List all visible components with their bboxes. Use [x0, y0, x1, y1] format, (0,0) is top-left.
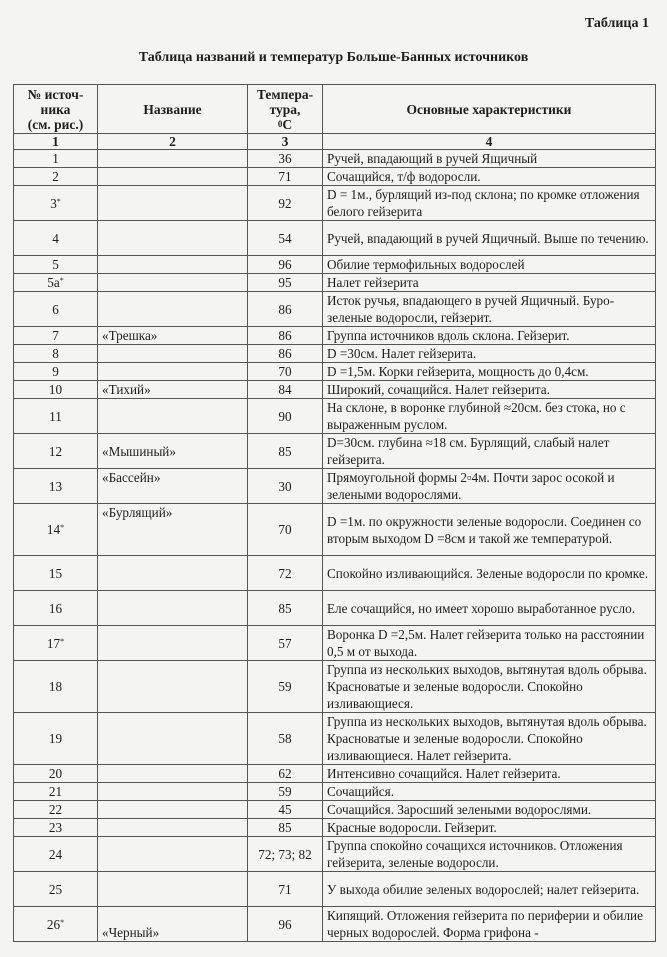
table-row	[14, 504, 656, 556]
source-number-cell	[14, 783, 98, 801]
header-temp-unit: С	[282, 116, 293, 132]
source-number: 12	[48, 443, 63, 459]
source-number-cell	[14, 801, 98, 819]
source-name: «Трешка»	[98, 327, 248, 345]
source-number: 17	[46, 635, 61, 651]
source-number-cell	[14, 556, 98, 591]
source-name	[98, 713, 248, 765]
source-number: 5а	[47, 275, 60, 290]
source-number: 6	[52, 301, 59, 317]
source-number-cell	[14, 819, 98, 837]
description: Интенсивно сочащийся. Налет гейзерита.	[323, 765, 656, 783]
description: Налет гейзерита	[323, 274, 656, 292]
description: Ручей, впадающий в ручей Ящичный. Выше по течению.	[323, 221, 656, 256]
temperature: 90	[248, 399, 323, 434]
temperature: 71	[248, 872, 323, 907]
source-number-cell	[14, 713, 98, 765]
source-name	[98, 186, 248, 221]
table-row	[14, 907, 656, 942]
degree-mark: 0	[277, 118, 283, 129]
asterisk-mark: *	[60, 636, 65, 646]
table-row	[14, 327, 656, 345]
source-number: 10	[48, 382, 63, 397]
source-name	[98, 626, 248, 661]
source-number-cell	[14, 345, 98, 363]
table-row	[14, 819, 656, 837]
temperature: 57	[248, 626, 323, 661]
temperature: 84	[248, 381, 323, 399]
description: Широкий, сочащийся. Налет гейзерита.	[323, 381, 656, 399]
source-number: 19	[48, 731, 63, 746]
description: Сочащийся.	[323, 783, 656, 801]
source-number: 23	[48, 820, 63, 835]
source-name: «Бассейн»	[98, 469, 248, 504]
header-temp-line2: тура,	[269, 101, 301, 117]
source-number-cell	[14, 363, 98, 381]
description: Прямоугольной формы 2▫4м. Почти зарос осокой и зелеными водорослями.	[323, 469, 656, 504]
table-row	[14, 837, 656, 872]
temperature: 30	[248, 469, 323, 504]
source-number: 26	[46, 916, 61, 932]
source-name	[98, 783, 248, 801]
source-number-cell	[14, 626, 98, 661]
temperature: 92	[248, 186, 323, 221]
source-number-cell	[14, 168, 98, 186]
source-number: 24	[48, 846, 63, 862]
column-number: 1	[14, 134, 98, 150]
source-name: «Тихий»	[98, 381, 248, 399]
asterisk-mark: *	[60, 917, 65, 927]
table-row	[14, 363, 656, 381]
source-number-cell	[14, 469, 98, 504]
source-number: 13	[48, 478, 63, 494]
source-name	[98, 399, 248, 434]
header-number-line2: ника	[40, 101, 71, 117]
temperature: 85	[248, 819, 323, 837]
header-number-line1: № источ-	[27, 86, 84, 102]
description: D=30см. глубина ≈18 см. Бурлящий, слабый налет гейзерита.	[323, 434, 656, 469]
source-name	[98, 256, 248, 274]
header-source-number	[14, 85, 98, 134]
table-row	[14, 399, 656, 434]
column-number: 4	[323, 134, 656, 150]
table-row	[14, 150, 656, 168]
source-number-cell	[14, 399, 98, 434]
table-label: Таблица 1	[584, 16, 649, 31]
temperature: 85	[248, 591, 323, 626]
description: Еле сочащийся, но имеет хорошо выработанное русло.	[323, 591, 656, 626]
description: Группа из нескольких выходов, вытянутая вдоль обрыва. Красноватые и зеленые водоросли. Спокойно изливающиеся. Налет гейзерита.	[323, 713, 656, 765]
source-number-cell	[14, 434, 98, 469]
description: Группа из нескольких выходов, вытянутая вдоль обрыва. Красноватые и зеленые водоросли. Спокойно изливающиеся.	[323, 661, 656, 713]
source-name	[98, 661, 248, 713]
description: Ручей, впадающий в ручей Ящичный	[323, 150, 656, 168]
temperature: 36	[248, 150, 323, 168]
source-name	[98, 837, 248, 872]
description: D =30см. Налет гейзерита.	[323, 345, 656, 363]
temperature: 86	[248, 327, 323, 345]
source-number: 3	[50, 195, 57, 211]
table-row	[14, 783, 656, 801]
source-number-cell	[14, 327, 98, 345]
source-name	[98, 801, 248, 819]
temperature: 70	[248, 363, 323, 381]
source-number: 9	[52, 364, 59, 379]
source-number-cell	[14, 872, 98, 907]
temperature: 71	[248, 168, 323, 186]
source-number-cell	[14, 661, 98, 713]
temperature: 96	[248, 256, 323, 274]
source-number: 18	[48, 679, 63, 694]
temperature: 72	[248, 556, 323, 591]
description: D =1м. по окружности зеленые водоросли. Соединен со вторым выходом D =8см и такой же температурой.	[323, 504, 656, 556]
table-row	[14, 274, 656, 292]
table-row	[14, 661, 656, 713]
springs-table	[13, 84, 656, 942]
description: Группа спокойно сочащихся источников. Отложения гейзерита, зеленые водоросли.	[323, 837, 656, 872]
header-row	[14, 85, 656, 134]
source-number-cell	[14, 256, 98, 274]
table-row	[14, 626, 656, 661]
table-row	[14, 168, 656, 186]
column-number: 2	[98, 134, 248, 150]
description: Сочащийся. Заросший зелеными водорослями.	[323, 801, 656, 819]
temperature: 96	[248, 907, 323, 942]
description: D = 1м., бурлящий из-под склона; по кромке отложения белого гейзерита	[323, 186, 656, 221]
description: На склоне, в воронке глубиной ≈20см. без стока, но с выраженным руслом.	[323, 399, 656, 434]
temperature: 54	[248, 221, 323, 256]
header-temperature	[248, 85, 323, 134]
source-number: 21	[48, 784, 63, 799]
description: У выхода обилие зеленых водорослей; налет гейзерита.	[323, 872, 656, 907]
description: Группа источников вдоль склона. Гейзерит.	[323, 327, 656, 345]
source-number-cell	[14, 907, 98, 942]
source-number: 11	[49, 408, 62, 424]
temperature: 62	[248, 765, 323, 783]
source-number: 20	[48, 766, 63, 781]
column-number-row	[14, 134, 656, 150]
table-row	[14, 381, 656, 399]
source-number-cell	[14, 504, 98, 556]
source-name	[98, 168, 248, 186]
source-number: 4	[52, 230, 59, 246]
source-name	[98, 292, 248, 327]
temperature: 86	[248, 345, 323, 363]
description: Исток ручья, впадающего в ручей Ящичный. Буро-зеленые водоросли, гейзерит.	[323, 292, 656, 327]
source-number: 25	[48, 881, 63, 897]
temperature: 86	[248, 292, 323, 327]
table-row	[14, 256, 656, 274]
description: Сочащийся, т/ф водоросли.	[323, 168, 656, 186]
header-number-line3: (см. рис.)	[27, 116, 84, 132]
source-number-cell	[14, 274, 98, 292]
source-number: 1	[52, 151, 59, 166]
source-name	[98, 556, 248, 591]
document-title: Таблица названий и температур Больше-Банных источников	[138, 50, 529, 65]
description: Красные водоросли. Гейзерит.	[323, 819, 656, 837]
source-name: «Черный»	[98, 907, 248, 942]
description: Кипящий. Отложения гейзерита по периферии и обилие черных водорослей. Форма грифона -	[323, 907, 656, 942]
temperature: 58	[248, 713, 323, 765]
header-name: Название	[98, 85, 248, 134]
source-name	[98, 274, 248, 292]
table-row	[14, 292, 656, 327]
description: Спокойно изливающийся. Зеленые водоросли по кромке.	[323, 556, 656, 591]
source-number: 15	[48, 565, 63, 581]
source-name	[98, 591, 248, 626]
table-row	[14, 345, 656, 363]
source-number-cell	[14, 292, 98, 327]
description: Обилие термофильных водорослей	[323, 256, 656, 274]
asterisk-mark: *	[59, 276, 64, 285]
source-number: 7	[52, 328, 59, 343]
source-number-cell	[14, 381, 98, 399]
source-name: «Мышиный»	[98, 434, 248, 469]
temperature: 70	[248, 504, 323, 556]
description: D =1,5м. Корки гейзерита, мощность до 0,4см.	[323, 363, 656, 381]
source-name	[98, 765, 248, 783]
table-row	[14, 713, 656, 765]
source-number-cell	[14, 186, 98, 221]
source-number: 8	[52, 346, 59, 361]
table-row	[14, 591, 656, 626]
header-temp-line1: Темпера-	[256, 86, 314, 102]
source-name	[98, 363, 248, 381]
temperature: 72; 73; 82	[248, 837, 323, 872]
asterisk-mark: *	[56, 196, 61, 206]
source-name: «Бурлящий»	[98, 504, 248, 556]
table-row	[14, 221, 656, 256]
temperature: 59	[248, 661, 323, 713]
table-row	[14, 186, 656, 221]
table-row	[14, 469, 656, 504]
source-number-cell	[14, 221, 98, 256]
source-number: 22	[48, 802, 63, 817]
source-name	[98, 872, 248, 907]
source-name	[98, 221, 248, 256]
temperature: 59	[248, 783, 323, 801]
temperature: 45	[248, 801, 323, 819]
source-name	[98, 345, 248, 363]
temperature: 95	[248, 274, 323, 292]
table-row	[14, 872, 656, 907]
table-row	[14, 765, 656, 783]
source-name	[98, 150, 248, 168]
table-row	[14, 801, 656, 819]
source-number: 2	[52, 169, 59, 184]
source-number-cell	[14, 837, 98, 872]
temperature: 85	[248, 434, 323, 469]
source-number-cell	[14, 150, 98, 168]
source-number: 5	[52, 257, 59, 272]
source-number: 14	[46, 522, 61, 537]
source-number: 16	[48, 600, 63, 616]
table-row	[14, 556, 656, 591]
source-number-cell	[14, 591, 98, 626]
table-row	[14, 434, 656, 469]
column-number: 3	[248, 134, 323, 150]
header-description: Основные характеристики	[323, 85, 656, 134]
source-name	[98, 819, 248, 837]
description: Воронка D =2,5м. Налет гейзерита только на расстоянии 0,5 м от выхода.	[323, 626, 656, 661]
asterisk-mark: *	[60, 523, 65, 532]
source-number-cell	[14, 765, 98, 783]
